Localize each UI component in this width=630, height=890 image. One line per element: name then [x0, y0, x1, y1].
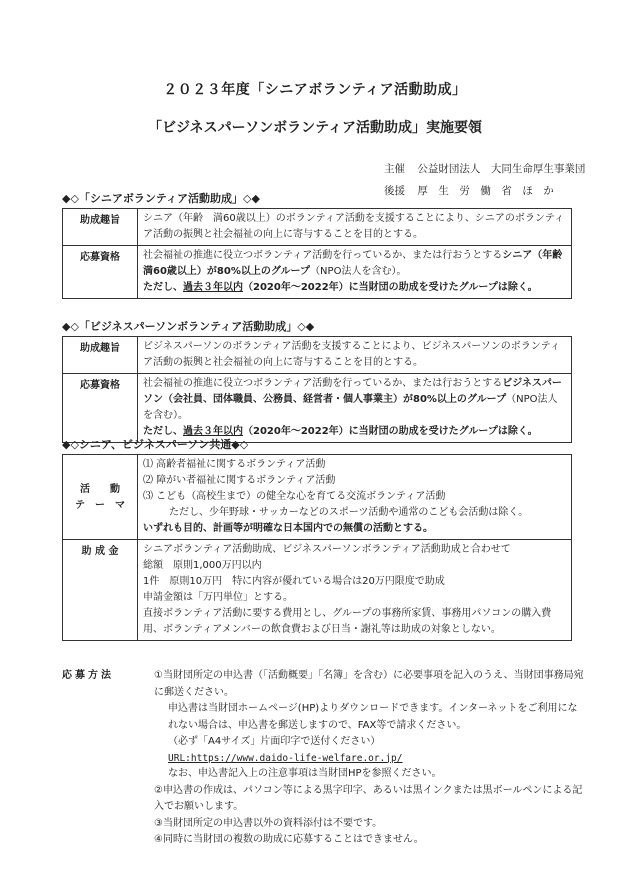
- apply-item-1a: 申込書は当財団ホームページ(HP)よりダウンロードできます。インターネットをご利用になれない場合は、申込書を郵送しますので、FAX等で請求ください。: [168, 703, 578, 731]
- senior-purpose-text: シニア（年齢 満60歳以上）のボランティア活動を支援することにより、シニアのボランティア活動の振興と社会福祉の向上に寄与することを目的とする。: [138, 209, 572, 246]
- grant-line-5: 直接ボランティア活動に要する費用とし、グループの事務所家賃、事務用パソコンの購入費用、ボランティアメンバーの飲食費および日当・謝礼等は助成の対象としない。: [143, 608, 552, 636]
- apply-item-1: ①当財団所定の申込書（「活動概要」「名簿」を含む）に必要事項を記入のうえ、当財団事務局宛に郵送ください。: [154, 670, 584, 698]
- supporter-label: 後援: [384, 185, 405, 197]
- title-line-2: 「ビジネスパーソンボランティア活動助成」実施要領: [148, 120, 482, 136]
- application-label: 応募方法: [62, 670, 114, 681]
- business-elig-f: （2020年～2022年）に当財団の助成を受けたグループは除く。: [243, 426, 538, 438]
- senior-eligibility-text: [138, 246, 572, 299]
- supporter-value: 厚 生 労 働 省 ほ か: [417, 185, 554, 197]
- organizer-value: 公益財団法人 大同生命厚生事業団: [417, 163, 586, 175]
- senior-section: [62, 190, 572, 299]
- business-purpose-label: 助成趣旨: [63, 337, 138, 374]
- senior-elig-a: 社会福祉の推進に役立つボランティア活動を行っているか、または行おうとする: [143, 250, 503, 262]
- apply-item-3: ③当財団所定の申込書以外の資料添付は不要です。: [154, 817, 383, 829]
- business-purpose-text: ビジネスパーソンのボランティア活動を支援することにより、ビジネスパーソンのボランティア活動の振興と社会福祉の向上に寄与することを目的とする。: [138, 337, 572, 374]
- senior-purpose-label: 助成趣旨: [63, 209, 138, 246]
- senior-table: [62, 208, 572, 299]
- theme-item-2: ⑵ 障がい者福祉に関するボランティア活動: [143, 475, 336, 487]
- theme-content: [138, 455, 572, 540]
- theme-item-1: ⑴ 高齢者福祉に関するボランティア活動: [143, 459, 326, 471]
- business-table: [62, 336, 572, 443]
- grant-content: [138, 540, 572, 641]
- business-eligibility-text: [138, 374, 572, 443]
- title-line-1: ２０２３年度「シニアボランティア活動助成」: [163, 82, 467, 98]
- senior-elig-b: シニア（年齢満60歳以上）が80%以上のグループ: [143, 250, 563, 278]
- grant-line-3: 1件 原則10万円 特に内容が優れている場合は20万円限度で助成: [143, 576, 445, 588]
- apply-item-1b: （必ず「A4サイズ」片面印字で送付ください）: [168, 736, 381, 747]
- theme-item-3-note: ただし、少年野球・サッカーなどのスポーツ活動や通常のこども会活動は除く。: [169, 507, 529, 519]
- business-elig-a: 社会福祉の推進に役立つボランティア活動を行っているか、または行おうとする: [143, 378, 503, 390]
- grant-line-2: 総額 原則1,000万円以内: [143, 560, 262, 572]
- theme-label-2: テ ー マ: [75, 500, 125, 512]
- grant-line-1: シニアボランティア活動助成、ビジネスパーソンボランティア活動助成と合わせて: [143, 544, 511, 556]
- application-items: [154, 668, 584, 849]
- apply-item-2: ②申込書の作成は、パソコン等による黒字印字、あるいは黒インクまたは黒ボールペンによる記入でお願いします。: [154, 784, 583, 813]
- common-heading: ◆◇シニア、ビジネスパーソン共通◆◇: [62, 438, 249, 451]
- grant-label: 助 成 金: [63, 540, 138, 641]
- apply-item-1c: なお、申込書記入上の注意事項は当財団HPを参照ください。: [168, 768, 442, 780]
- business-elig-c: （NPO法人を含む）。: [143, 394, 558, 422]
- senior-elig-e: 過去３年以内: [183, 282, 243, 294]
- senior-elig-f: （2020年～2022年）に当財団の助成を受けたグループは除く。: [243, 282, 538, 294]
- business-eligibility-label: 応募資格: [63, 374, 138, 443]
- theme-note-bold: いずれも目的、計画等が明確な日本国内での無償の活動とする。: [143, 523, 433, 535]
- business-heading: ◆◇「ビジネスパーソンボランティア活動助成」◇◆: [62, 320, 315, 333]
- organizer-label: 主催: [384, 163, 405, 175]
- senior-eligibility-label: 応募資格: [63, 246, 138, 299]
- business-elig-d: ただし、: [143, 426, 183, 438]
- theme-label: [63, 455, 138, 540]
- senior-elig-c: （NPO法人を含む）。: [310, 266, 407, 278]
- theme-label-1: 活 動: [80, 484, 120, 496]
- common-section: [62, 436, 572, 641]
- senior-elig-d: ただし、: [143, 282, 183, 294]
- grant-line-4: 申請金額は「万円単位」とする。: [143, 592, 293, 604]
- apply-url-link[interactable]: URL:https://www.daido-life-welfare.or.jp/: [168, 752, 403, 764]
- common-table: [62, 454, 572, 641]
- business-elig-e: 過去３年以内: [183, 426, 243, 438]
- business-section: [62, 318, 572, 443]
- theme-item-3: ⑶ こども（高校生まで）の健全な心を育てる交流ボランティア活動: [143, 491, 446, 503]
- business-elig-b: ビジネスパーソン（会社員、団体職員、公務員、経営者・個人事業主）が80%以上のグループ: [143, 378, 562, 406]
- senior-heading: ◆◇「シニアボランティア活動助成」◇◆: [62, 192, 260, 205]
- apply-item-4: ④同時に当財団の複数の助成に応募することはできません。: [154, 834, 424, 846]
